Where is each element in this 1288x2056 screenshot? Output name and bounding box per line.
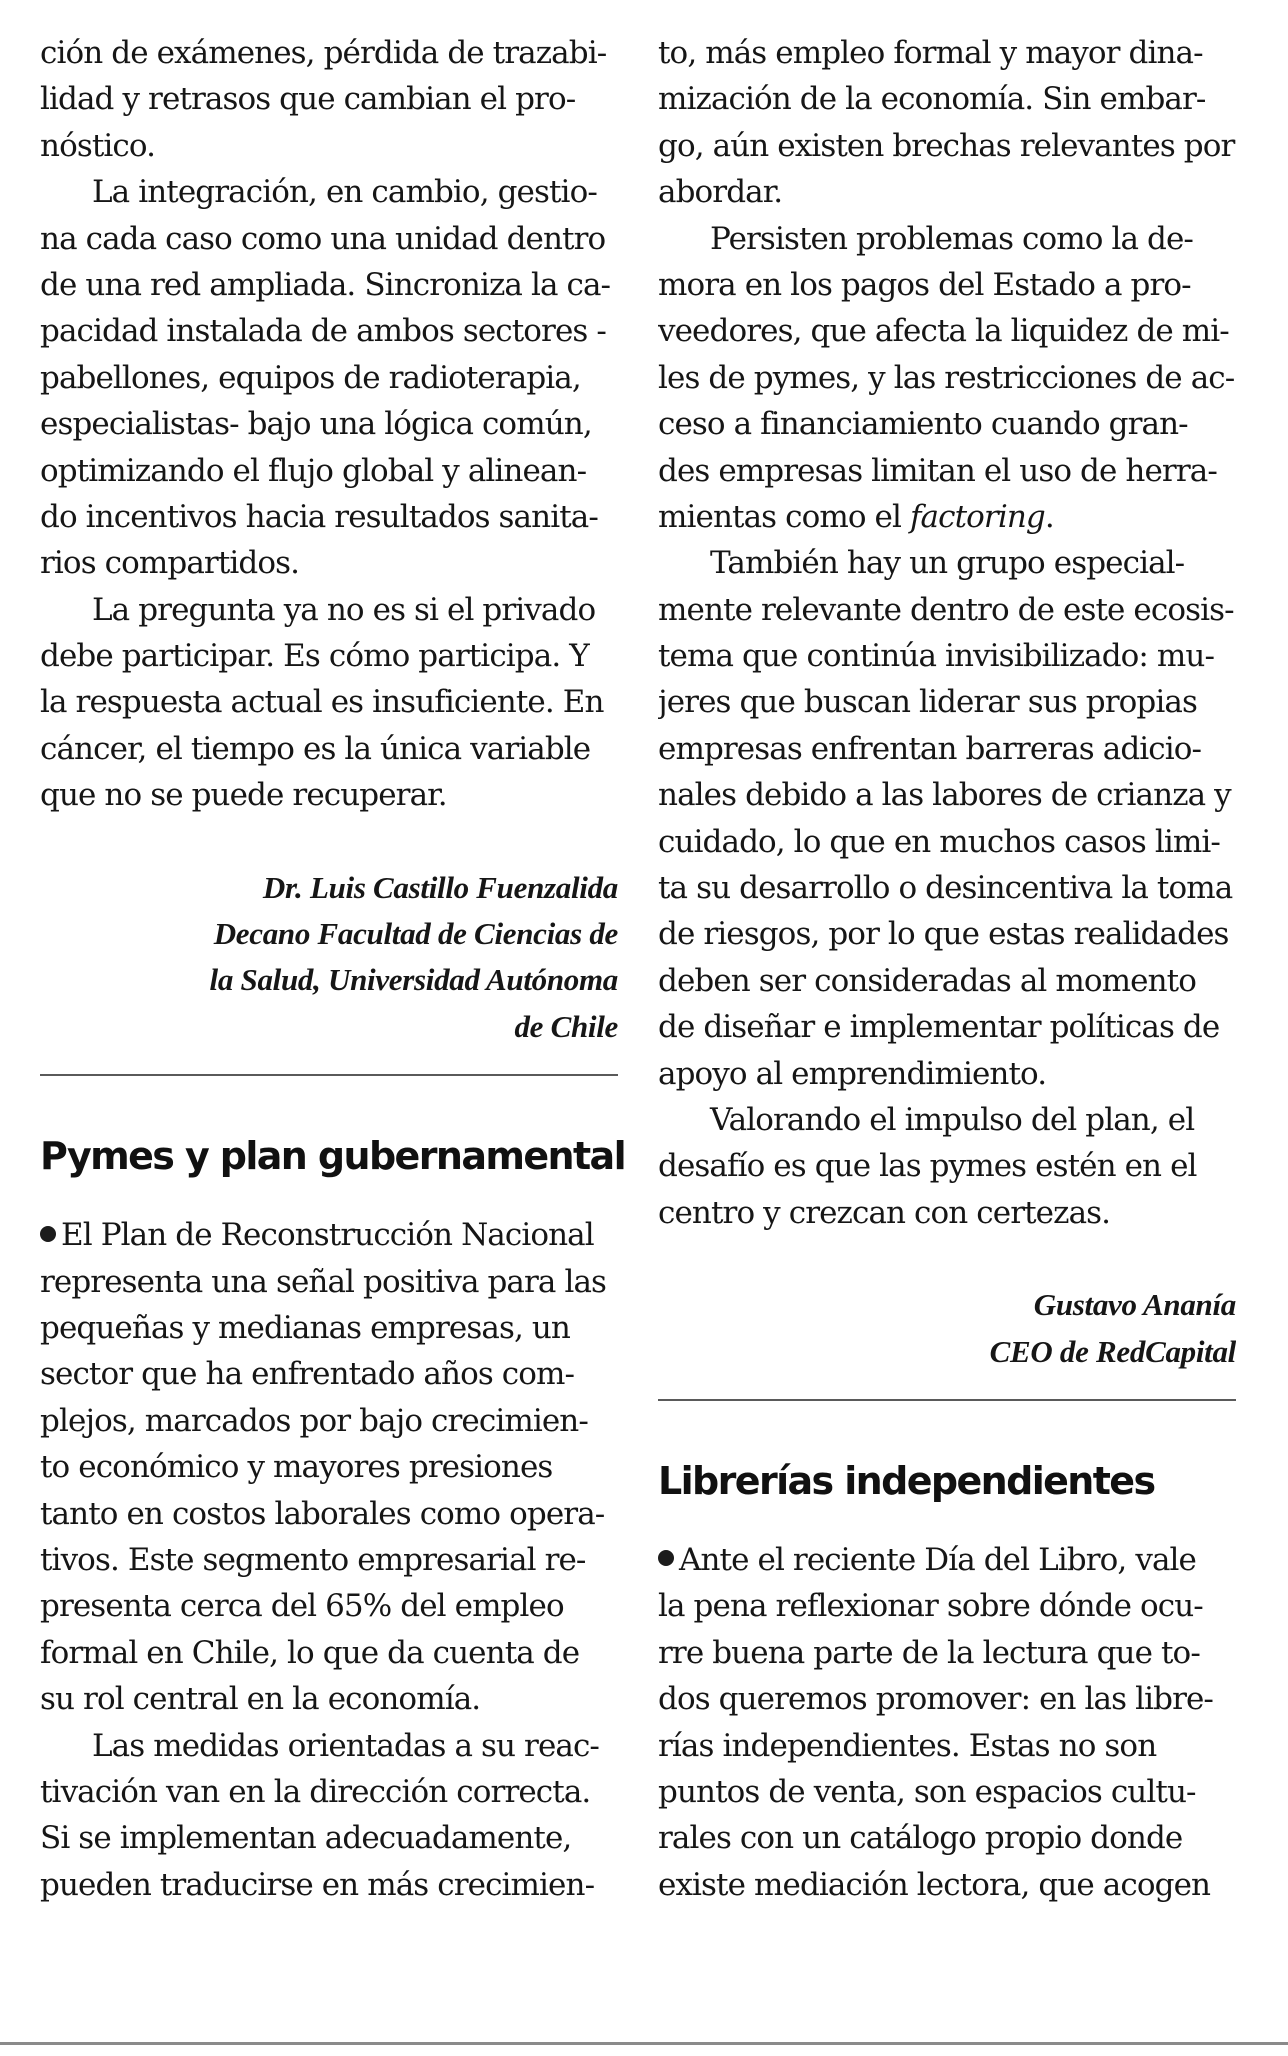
text-line: tivos. Este segmento empresarial re- [40,1541,586,1578]
signature-line: la Salud, Universidad Autónoma [209,962,618,998]
text-line: Persisten problemas como la de- [710,220,1194,257]
text-line: pequeñas y medianas empresas, un [40,1309,571,1346]
text-line: ta su desarrollo o desincentiva la toma [658,870,1233,907]
text-line: especialistas- bajo una lógica común, [40,406,592,443]
signature-line: Dr. Luis Castillo Fuenzalida [262,869,618,905]
text-line: nóstico. [40,127,156,164]
text-line: la respuesta actual es insuficiente. En [40,684,604,721]
paragraph [658,30,1236,216]
text-line: presenta cerca del 65% del empleo [40,1588,564,1625]
bullet-icon [658,1550,674,1566]
text-line: cuidado, lo que en muchos casos limi- [658,823,1220,860]
section-divider [40,1074,618,1076]
text-line: apoyo al emprendimiento. [658,1055,1047,1092]
text-line: que no se puede recuperar. [40,777,447,814]
text-line: la pena reflexionar sobre dónde ocu- [658,1588,1203,1625]
text-line [40,1212,618,1258]
text-line: rales con un catálogo propio donde [658,1820,1183,1857]
text-line: formal en Chile, lo que da cuenta de [40,1634,580,1671]
signature-line: Decano Facultad de Ciencias de [213,916,618,952]
text-line: pabellones, equipos de radioterapia, [40,359,581,396]
paragraph [40,169,618,587]
text-line: empresas enfrentan barreras adicio- [658,730,1202,767]
section-headline: Librerías independientes [658,1458,1155,1503]
text-line: deben ser consideradas al momento [658,962,1196,999]
text-line: ción de exámenes, pérdida de trazabi- [40,35,607,71]
text-line: rios compartidos. [40,545,300,582]
paragraph [40,30,618,169]
text-line: tanto en costos laborales como opera- [40,1495,605,1532]
text-line: veedores, que afecta la liquidez de mi- [658,313,1229,350]
text-line: existe mediación lectora, que acogen [658,1866,1211,1903]
text-line: Las medidas orientadas a su reac- [92,1727,600,1764]
text-line: optimizando el flujo global y alinean- [40,452,587,489]
spacer [40,819,618,865]
signature-line: Gustavo Ananía [1033,1287,1236,1323]
text-line: La integración, en cambio, gestio- [92,174,597,211]
signature-line: de Chile [514,1008,618,1044]
paragraph [658,1097,1236,1236]
text-line: su rol central en la economía. [40,1681,481,1718]
text-line [658,494,1236,540]
text-line: rías independientes. Estas no son [658,1727,1157,1764]
text-line: tema que continúa invisibilizado: mu- [658,638,1215,675]
text-line: debe participar. Es cómo participa. Y [40,638,589,675]
text-line: go, aún existen brechas relevantes por [658,127,1235,164]
text-line: mora en los pagos del Estado a pro- [658,266,1191,303]
text-line: dos queremos promover: en las libre- [658,1681,1214,1718]
section-headline: Pymes y plan gubernamental [40,1134,626,1179]
page-bottom-rule [0,2042,1288,2045]
text-span: . [1044,498,1054,535]
text-line: La pregunta ya no es si el privado [92,591,596,628]
paragraph [40,1723,618,1909]
text-line: mente relevante dentro de este ecosis- [658,591,1234,628]
text-line: tivación van en la dirección correcta. [40,1773,591,1810]
text-line: cáncer, el tiempo es la única variable [40,730,591,767]
text-line: pueden traducirse en más crecimien- [40,1866,595,1903]
text-line: des empresas limitan el uso de herra- [658,452,1217,489]
text-line: sector que ha enfrentado años com- [40,1356,575,1393]
text-line: de riesgos, por lo que estas realidades [658,916,1229,953]
paragraph [40,587,618,819]
text-line: Si se implementan adecuadamente, [40,1820,572,1857]
text-span: mientas como el [658,498,910,535]
right-column [658,30,1236,1908]
paragraph [658,1537,1236,1908]
text-line: lidad y retrasos que cambian el pro- [40,81,576,118]
text-line: ceso a financiamiento cuando gran- [658,406,1188,443]
text-line: de diseñar e implementar políticas de [658,1009,1220,1046]
text-line: pacidad instalada de ambos sectores - [40,313,606,350]
spacer [658,1236,1236,1282]
text-line: jeres que buscan liderar sus propias [658,684,1197,721]
text-line: do incentivos hacia resultados sanita- [40,498,598,535]
section-divider [658,1399,1236,1401]
text-line: puntos de venta, son espacios cultu- [658,1773,1196,1810]
text-line: abordar. [658,174,783,211]
text-line: Valorando el impulso del plan, el [710,1101,1195,1138]
left-column [40,30,626,1908]
text-line: de una red ampliada. Sincroniza la ca- [40,266,611,303]
author-signature [40,865,618,1051]
text-line: les de pymes, y las restricciones de ac- [658,359,1235,396]
signature-line: CEO de RedCapital [989,1333,1236,1369]
paragraph [658,216,1236,541]
text-line: representa una señal positiva para las [40,1263,607,1300]
text-line: na cada caso como una unidad dentro [40,220,606,257]
text-line: rre buena parte de la lectura que to- [658,1634,1200,1671]
text-line: to, más empleo formal y mayor dina- [658,35,1203,71]
paragraph [40,1212,618,1722]
text-line: nales debido a las labores de crianza y [658,777,1231,814]
text-line: to económico y mayores presiones [40,1449,553,1486]
text-line: desafío es que las pymes estén en el [658,1148,1197,1185]
text-line: mización de la economía. Sin embar- [658,81,1206,118]
author-signature [658,1282,1236,1375]
text-line: plejos, marcados por bajo crecimien- [40,1402,588,1439]
paragraph [658,540,1236,1097]
bullet-icon [40,1226,56,1242]
text-span: El Plan de Reconstrucción Nacional [61,1217,594,1254]
text-line: centro y crezcan con certezas. [658,1194,1111,1231]
text-span: Ante el reciente Día del Libro, vale [679,1541,1196,1578]
italic-term: factoring [909,498,1045,535]
text-line [658,1537,1236,1583]
text-line: También hay un grupo especial- [710,545,1185,582]
